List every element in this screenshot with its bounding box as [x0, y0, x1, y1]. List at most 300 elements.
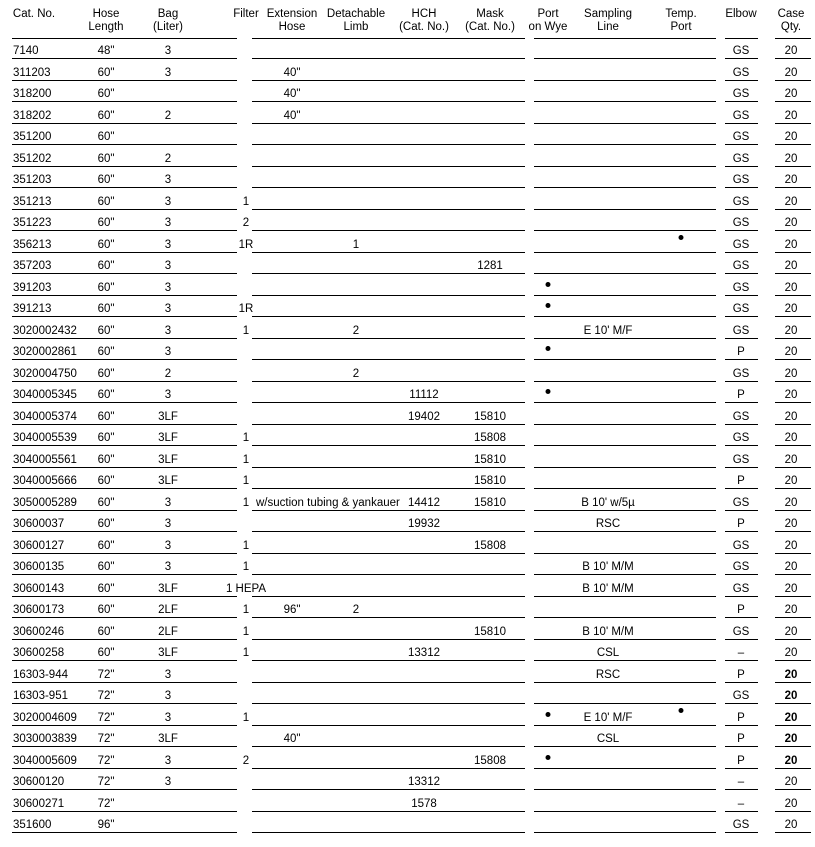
cell-hose-length: 60" — [97, 303, 115, 315]
cell-cat-no: 30600120 — [13, 776, 65, 788]
row-underline — [12, 746, 237, 747]
cell-cat-no: 351213 — [13, 195, 52, 208]
row-underline — [534, 639, 716, 640]
cell-case-qty: 20 — [784, 88, 798, 100]
row-underline — [725, 123, 758, 124]
cell-hose-length: 60" — [97, 561, 115, 573]
cell-bag: 2 — [164, 109, 172, 122]
row-underline — [252, 80, 525, 81]
column-header-ext — [267, 8, 318, 34]
cell-case-qty: 20 — [784, 410, 798, 423]
cell-bag: 3 — [164, 195, 172, 208]
cell-case-qty: 20 — [784, 453, 798, 466]
row-underline — [725, 338, 758, 339]
row-underline — [252, 316, 525, 317]
row-underline — [534, 553, 716, 554]
cell-extension-hose: 96" — [283, 604, 301, 616]
cell-elbow: GS — [732, 131, 750, 143]
cell-case-qty: 20 — [784, 625, 798, 638]
column-header-line: Case — [777, 8, 805, 20]
cell-cat-no: 318200 — [13, 88, 52, 100]
row-underline — [12, 467, 237, 468]
cell-elbow: GS — [732, 109, 750, 122]
cell-cat-no: 30600246 — [13, 625, 65, 638]
row-underline — [534, 58, 716, 59]
cell-case-qty: 20 — [784, 281, 798, 294]
cell-bag: 2 — [164, 152, 172, 165]
cell-hose-length: 60" — [97, 518, 115, 530]
cell-mask: 15810 — [474, 625, 506, 638]
column-header-line: (Cat. No.) — [465, 21, 515, 33]
cell-case-qty: 20 — [784, 131, 798, 143]
row-underline — [534, 144, 716, 145]
cell-elbow: GS — [732, 496, 750, 509]
cell-cat-no: 30600173 — [13, 604, 65, 616]
column-header-hch — [399, 8, 449, 34]
cell-bag: 3 — [164, 711, 172, 724]
cell-hose-length: 60" — [97, 582, 115, 595]
cell-hose-length: 60" — [97, 367, 115, 380]
row-underline — [12, 80, 237, 81]
cell-elbow: – — [737, 647, 745, 659]
cell-elbow: GS — [732, 195, 750, 208]
column-header-line: HCH — [411, 8, 437, 20]
column-header-line: Port — [537, 8, 559, 20]
row-underline — [775, 832, 811, 833]
row-underline — [775, 123, 811, 124]
row-underline — [12, 381, 237, 382]
cell-hose-length: 72" — [97, 797, 115, 810]
row-underline — [725, 510, 758, 511]
row-underline — [775, 101, 811, 102]
row-underline — [725, 424, 758, 425]
row-underline — [252, 746, 525, 747]
row-underline — [534, 682, 716, 683]
row-underline — [12, 273, 237, 274]
cell-mask: 15808 — [474, 432, 506, 444]
cell-case-qty: 20 — [784, 690, 798, 702]
cell-cat-no: 391213 — [13, 303, 52, 315]
column-header-mask — [465, 8, 515, 34]
cell-sampling-line: RSC — [595, 668, 621, 681]
cell-mask: 15810 — [474, 410, 506, 423]
cell-case-qty: 20 — [784, 195, 798, 208]
cell-hose-length: 72" — [97, 668, 115, 681]
cell-sampling-line: RSC — [595, 518, 621, 530]
cell-cat-no: 3020002432 — [13, 324, 77, 337]
cell-case-qty: 20 — [784, 797, 798, 810]
cell-filter: 1 HEPA — [225, 582, 267, 595]
column-header-line: Mask — [476, 8, 504, 20]
row-underline — [252, 660, 525, 661]
cell-cat-no: 30600127 — [13, 539, 65, 552]
cell-cat-no: 7140 — [13, 45, 39, 57]
row-underline — [725, 574, 758, 575]
cell-hose-length: 60" — [97, 324, 115, 337]
cell-mask: 15810 — [474, 496, 506, 509]
cell-elbow: GS — [732, 303, 750, 315]
row-underline — [252, 639, 525, 640]
row-underline — [725, 811, 758, 812]
cell-bag: 3 — [164, 303, 172, 315]
row-underline — [252, 252, 525, 253]
row-underline — [725, 273, 758, 274]
cell-cat-no: 3040005666 — [13, 475, 77, 487]
cell-detachable-limb: 1 — [352, 238, 360, 251]
row-underline — [775, 359, 811, 360]
row-underline — [775, 445, 811, 446]
cell-case-qty: 20 — [784, 475, 798, 487]
row-underline — [775, 703, 811, 704]
row-underline — [252, 832, 525, 833]
cell-note: w/suction tubing & yankauer — [256, 496, 400, 509]
row-underline — [252, 574, 525, 575]
cell-cat-no: 3050005289 — [13, 496, 77, 509]
row-underline — [775, 746, 811, 747]
row-underline — [775, 230, 811, 231]
cell-filter: 1 — [242, 711, 250, 724]
row-underline — [725, 789, 758, 790]
cell-elbow: P — [737, 754, 745, 767]
row-underline — [12, 553, 237, 554]
row-underline — [12, 144, 237, 145]
cell-elbow: GS — [732, 152, 750, 165]
row-underline — [252, 682, 525, 683]
cell-elbow: P — [737, 733, 745, 745]
cell-hch: 1578 — [411, 797, 437, 810]
cell-detachable-limb: 2 — [352, 367, 360, 380]
row-underline — [775, 682, 811, 683]
cell-bag: 3LF — [158, 453, 178, 466]
cell-hch: 19932 — [408, 518, 440, 530]
cell-cat-no: 3020002861 — [13, 346, 77, 358]
row-underline — [775, 424, 811, 425]
cell-case-qty: 20 — [784, 518, 798, 530]
cell-detachable-limb: 2 — [352, 604, 360, 616]
row-underline — [775, 209, 811, 210]
row-underline — [252, 488, 525, 489]
cell-hose-length: 60" — [97, 217, 115, 229]
cell-hch: 14412 — [408, 496, 440, 509]
cell-case-qty: 20 — [784, 561, 798, 573]
row-underline — [534, 123, 716, 124]
row-underline — [725, 58, 758, 59]
row-underline — [252, 295, 525, 296]
column-header-filter — [233, 8, 259, 21]
cell-hose-length: 60" — [97, 195, 115, 208]
cell-elbow: GS — [732, 66, 750, 79]
row-underline — [12, 574, 237, 575]
column-header-cat — [13, 8, 55, 21]
header-underline — [775, 38, 811, 39]
cell-case-qty: 20 — [784, 324, 798, 337]
row-underline — [252, 789, 525, 790]
row-underline — [12, 209, 237, 210]
cell-sampling-line: CSL — [596, 733, 620, 745]
row-underline — [252, 123, 525, 124]
cell-case-qty: 20 — [784, 367, 798, 380]
row-underline — [534, 295, 716, 296]
cell-hch: 13312 — [408, 776, 440, 788]
row-underline — [12, 166, 237, 167]
column-header-line: Extension — [266, 8, 318, 20]
cell-elbow: GS — [732, 625, 750, 638]
column-header-elbow — [725, 8, 756, 21]
cell-extension-hose: 40" — [283, 88, 301, 100]
row-underline — [252, 703, 525, 704]
row-underline — [534, 230, 716, 231]
column-header-line: Sampling — [584, 8, 632, 20]
row-underline — [12, 424, 237, 425]
column-header-line: Bag — [157, 8, 179, 20]
cell-filter: 1 — [242, 453, 250, 466]
column-header-line: Cat. No. — [12, 8, 56, 20]
row-underline — [534, 789, 716, 790]
row-underline — [725, 187, 758, 188]
row-underline — [12, 58, 237, 59]
cell-sampling-line: CSL — [596, 647, 620, 659]
cell-cat-no: 356213 — [13, 238, 52, 251]
cell-sampling-line: E 10' M/F — [583, 711, 633, 724]
cell-bag: 3 — [164, 776, 172, 788]
cell-sampling-line: B 10' M/M — [582, 625, 634, 638]
row-underline — [252, 359, 525, 360]
column-header-line: Port — [670, 21, 692, 33]
row-underline — [775, 639, 811, 640]
row-underline — [252, 553, 525, 554]
row-underline — [252, 768, 525, 769]
row-underline — [534, 768, 716, 769]
row-underline — [252, 467, 525, 468]
row-underline — [725, 445, 758, 446]
cell-bag: 3LF — [158, 410, 178, 423]
cell-bag: 3 — [164, 668, 172, 681]
cell-elbow: GS — [732, 539, 750, 552]
cell-bag: 3 — [164, 690, 172, 702]
cell-elbow: P — [737, 346, 745, 358]
row-underline — [725, 252, 758, 253]
row-underline — [252, 725, 525, 726]
cell-case-qty: 20 — [784, 260, 798, 272]
cell-hose-length: 60" — [97, 604, 115, 616]
cell-bag: 2LF — [158, 604, 178, 616]
row-underline — [775, 510, 811, 511]
row-underline — [534, 445, 716, 446]
row-underline — [534, 510, 716, 511]
row-underline — [725, 725, 758, 726]
row-underline — [775, 596, 811, 597]
cell-sampling-line: B 10' M/M — [582, 561, 634, 573]
column-header-case — [778, 8, 805, 34]
cell-filter: 1 — [242, 496, 250, 509]
row-underline — [252, 445, 525, 446]
cell-case-qty: 20 — [784, 604, 798, 616]
row-underline — [775, 467, 811, 468]
cell-case-qty: 20 — [784, 303, 798, 315]
cell-elbow: GS — [732, 690, 750, 702]
row-underline — [12, 230, 237, 231]
column-header-line: Limb — [343, 21, 369, 33]
column-header-line: Hose — [278, 21, 306, 33]
cell-elbow: GS — [732, 281, 750, 294]
row-underline — [12, 338, 237, 339]
row-underline — [12, 660, 237, 661]
cell-case-qty: 20 — [784, 389, 798, 401]
cell-cat-no: 3030003839 — [13, 733, 77, 745]
row-underline — [252, 531, 525, 532]
cell-filter: 1 — [242, 561, 250, 573]
column-header-line: Temp. — [665, 8, 697, 20]
row-underline — [775, 617, 811, 618]
row-underline — [12, 316, 237, 317]
cell-hose-length: 60" — [97, 346, 115, 358]
row-underline — [775, 273, 811, 274]
row-underline — [252, 402, 525, 403]
cell-case-qty: 20 — [784, 668, 798, 681]
row-underline — [725, 295, 758, 296]
row-underline — [12, 510, 237, 511]
port-on-wye-dot-icon — [546, 346, 551, 351]
row-underline — [725, 402, 758, 403]
row-underline — [12, 789, 237, 790]
cell-bag: 3 — [164, 260, 172, 272]
cell-bag: 3 — [164, 238, 172, 251]
cell-elbow: GS — [732, 324, 750, 337]
cell-cat-no: 3040005609 — [13, 754, 77, 767]
cell-cat-no: 351223 — [13, 217, 52, 229]
cell-cat-no: 30600135 — [13, 561, 65, 573]
row-underline — [725, 166, 758, 167]
cell-bag: 3 — [164, 346, 172, 358]
column-header-line: Filter — [233, 8, 259, 20]
cell-mask: 15808 — [474, 539, 506, 552]
cell-case-qty: 20 — [784, 346, 798, 358]
cell-cat-no: 351203 — [13, 174, 52, 186]
row-underline — [252, 209, 525, 210]
row-underline — [725, 832, 758, 833]
cell-elbow: GS — [732, 819, 750, 831]
cell-elbow: P — [737, 604, 745, 616]
row-underline — [12, 682, 237, 683]
column-header-line: Length — [88, 21, 124, 33]
cell-hch: 13312 — [408, 647, 440, 659]
row-underline — [534, 252, 716, 253]
row-underline — [725, 230, 758, 231]
cell-hose-length: 72" — [97, 776, 115, 788]
port-on-wye-dot-icon — [546, 389, 551, 394]
cell-sampling-line: B 10' M/M — [582, 582, 634, 595]
cell-hose-length: 60" — [97, 109, 115, 122]
cell-mask: 1281 — [477, 260, 503, 272]
cell-bag: 2 — [164, 367, 172, 380]
cell-cat-no: 3040005539 — [13, 432, 77, 444]
cell-elbow: GS — [732, 45, 750, 57]
row-underline — [725, 639, 758, 640]
row-underline — [725, 101, 758, 102]
row-underline — [252, 381, 525, 382]
cell-elbow: GS — [732, 561, 750, 573]
row-underline — [12, 101, 237, 102]
row-underline — [725, 488, 758, 489]
cell-hose-length: 60" — [97, 453, 115, 466]
cell-hose-length: 96" — [97, 819, 115, 831]
row-underline — [534, 574, 716, 575]
cell-case-qty: 20 — [784, 432, 798, 444]
cell-case-qty: 20 — [784, 45, 798, 57]
cell-bag: 3 — [164, 174, 172, 186]
cell-elbow: GS — [732, 410, 750, 423]
cell-sampling-line: B 10' w/5µ — [581, 496, 635, 509]
cell-bag: 3 — [164, 518, 172, 530]
row-underline — [534, 187, 716, 188]
row-underline — [725, 359, 758, 360]
row-underline — [775, 338, 811, 339]
row-underline — [534, 101, 716, 102]
header-underline — [534, 38, 716, 39]
column-header-line: Elbow — [725, 8, 757, 20]
cell-hose-length: 60" — [97, 174, 115, 186]
cell-elbow: GS — [732, 174, 750, 186]
row-underline — [725, 316, 758, 317]
header-underline — [12, 38, 237, 39]
cell-hose-length: 60" — [97, 88, 115, 100]
row-underline — [534, 617, 716, 618]
row-underline — [12, 359, 237, 360]
row-underline — [252, 338, 525, 339]
cell-hose-length: 48" — [97, 45, 115, 57]
cell-filter: 1 — [242, 647, 250, 659]
cell-filter: 1 — [242, 324, 250, 337]
row-underline — [775, 381, 811, 382]
row-underline — [252, 58, 525, 59]
row-underline — [725, 703, 758, 704]
cell-extension-hose: 40" — [283, 733, 301, 745]
header-underline — [252, 38, 525, 39]
cell-bag: 3 — [164, 754, 172, 767]
cell-bag: 3 — [164, 561, 172, 573]
row-underline — [252, 273, 525, 274]
row-underline — [12, 703, 237, 704]
temp-port-dot-icon — [679, 235, 684, 240]
row-underline — [534, 811, 716, 812]
row-underline — [12, 639, 237, 640]
row-underline — [725, 80, 758, 81]
row-underline — [12, 187, 237, 188]
row-underline — [534, 725, 716, 726]
column-header-line: Line — [597, 21, 619, 33]
cell-extension-hose: 40" — [283, 109, 301, 122]
port-on-wye-dot-icon — [546, 712, 551, 717]
row-underline — [775, 144, 811, 145]
row-underline — [725, 553, 758, 554]
row-underline — [775, 789, 811, 790]
cell-cat-no: 351202 — [13, 152, 52, 165]
cell-mask: 15808 — [474, 754, 506, 767]
row-underline — [252, 617, 525, 618]
row-underline — [725, 467, 758, 468]
cell-cat-no: 30600037 — [13, 518, 65, 530]
row-underline — [534, 166, 716, 167]
cell-filter: 1 — [242, 195, 250, 208]
column-header-samp — [584, 8, 632, 34]
row-underline — [775, 402, 811, 403]
cell-cat-no: 351200 — [13, 131, 52, 143]
cell-hose-length: 60" — [97, 131, 115, 143]
cell-cat-no: 3040005374 — [13, 410, 77, 423]
row-underline — [12, 531, 237, 532]
row-underline — [775, 488, 811, 489]
cell-filter: 1 — [242, 475, 250, 487]
